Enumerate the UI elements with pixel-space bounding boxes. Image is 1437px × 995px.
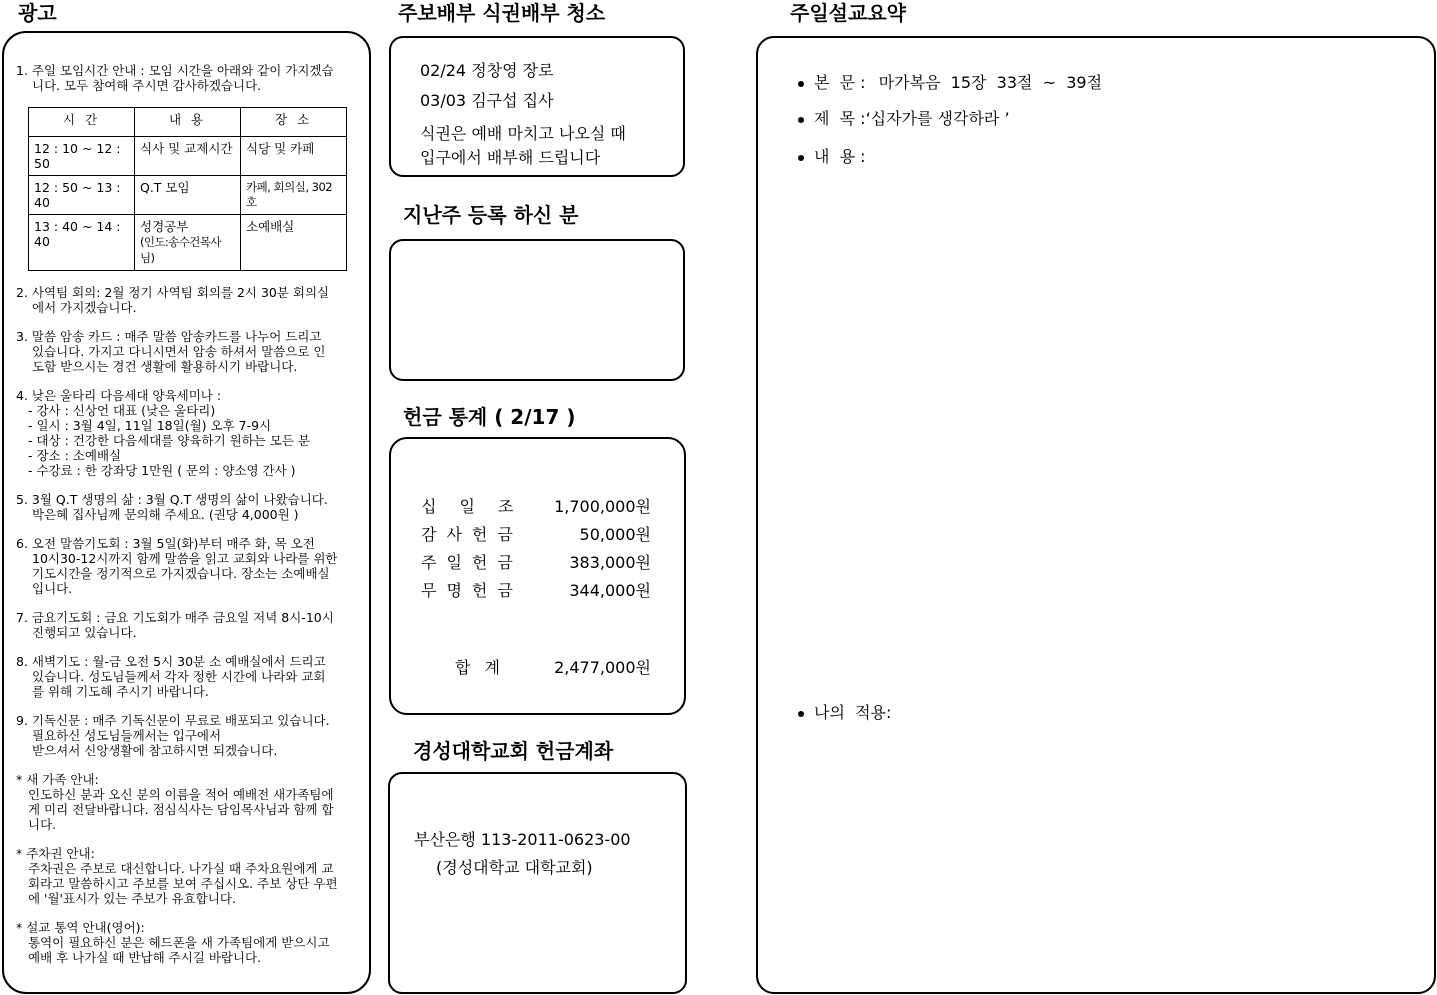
offering-value: 344,000원: [569, 581, 651, 600]
ad-text: 받으셔서 신앙생활에 참고하시면 되겠습니다.: [32, 743, 278, 758]
account-holder: (경성대학교 대학교회): [436, 858, 593, 877]
offering-value: 383,000원: [569, 553, 651, 572]
note-text: 입구에서 배부해 드립니다: [420, 148, 601, 167]
meal-ticket-note: [420, 122, 626, 170]
distribution-heading: 주보배부 식권배부 청소: [398, 1, 606, 25]
sermon-content-row: [798, 144, 866, 167]
ad-text: 2. 사역팀 회의: 2월 정기 사역팀 회의를 2시 30분 회의실: [16, 285, 330, 300]
registration-heading: 지난주 등록 하신 분: [403, 203, 579, 227]
sermon-title-value: ‘십자가를 생각하라 ’: [865, 109, 1010, 128]
schedule-table: [28, 107, 347, 271]
ad-text: 10시30-12시까지 함께 말씀을 읽고 교회와 나라를 위한: [32, 551, 338, 566]
schedule-time: 12 : 10 ~ 12 : 50: [29, 137, 135, 176]
ads-content: [16, 63, 362, 979]
sermon-panel: [756, 36, 1436, 994]
offering-label: 감사헌금: [421, 525, 523, 544]
schedule-content: [135, 215, 241, 271]
ad-text: 1. 주일 모임시간 안내 : 모임 시간을 아래와 같이 가지겠습: [16, 63, 334, 78]
ad-text: 도함 받으시는 경건 생활에 활용하시기 바랍니다.: [32, 359, 298, 374]
ad-text: 통역이 필요하신 분은 헤드폰을 새 가족팀에게 받으시고: [28, 935, 330, 950]
ad-text: 3. 말씀 암송 카드 : 매주 말씀 암송카드를 나누어 드리고: [16, 329, 322, 344]
ad-item-6: [16, 536, 362, 596]
ad-text: 게 미리 전달바랍니다. 점심식사는 담임목사님과 함께 합: [28, 802, 334, 817]
schedule-place: 카페, 회의실, 302호: [241, 176, 347, 215]
ad-text: 에서 가지겠습니다.: [32, 300, 137, 315]
bullet-icon: [798, 81, 804, 87]
account-heading: 경성대학교회 헌금계좌: [413, 739, 614, 763]
note-interpretation: [16, 920, 362, 965]
offering-total-label: 합계: [455, 658, 514, 677]
note-text: 식권은 예배 마치고 나오실 때: [420, 124, 626, 143]
ad-item-7: [16, 610, 362, 640]
schedule-time: 12 : 50 ~ 13 : 40: [29, 176, 135, 215]
ad-text: 기도시간을 정기적으로 가지겠습니다. 장소는 소예배실: [32, 566, 330, 581]
account-panel: [388, 772, 687, 994]
sermon-text-label: 본 문 :: [814, 73, 866, 92]
ad-text: 를 위해 기도해 주시기 바랍니다.: [32, 684, 209, 699]
offering-label: 십일조: [421, 497, 537, 516]
bullet-icon: [798, 117, 804, 123]
distribution-line: 02/24 정창영 장로: [420, 61, 554, 80]
schedule-content-sub: (인도:송수건목사님): [140, 235, 221, 265]
ad-item-2: [16, 285, 362, 315]
ad-text: 입니다.: [32, 581, 73, 596]
ad-text: 박은혜 집사님께 문의해 주세요. (권당 4,000원 ): [32, 507, 299, 522]
sermon-heading: 주일설교요약: [790, 1, 906, 25]
ad-item-1: [16, 63, 362, 93]
schedule-header: 시 간: [29, 108, 135, 137]
ad-text: 4. 낮은 울타리 다음세대 양육세미나 :: [16, 388, 222, 403]
distribution-line: 03/03 김구섭 집사: [420, 91, 554, 110]
ad-text: 6. 오전 말씀기도회 : 3월 5일(화)부터 매주 화, 목 오전: [16, 536, 315, 551]
ad-text: 7. 금요기도회 : 금요 기도회가 매주 금요일 저녁 8시-10시: [16, 610, 334, 625]
offering-value: 1,700,000원: [554, 497, 651, 516]
table-row: [29, 215, 347, 271]
note-title: * 새 가족 안내:: [16, 772, 99, 787]
distribution-content: [420, 56, 626, 170]
offering-label: 주일헌금: [421, 553, 523, 572]
ad-text: 주차권은 주보로 대신합니다. 나가실 때 주차요원에게 교: [28, 861, 334, 876]
sermon-text-value: 마가복음 15장 33절 ~ 39절: [878, 73, 1103, 92]
offering-total-value: 2,477,000원: [554, 658, 651, 677]
ad-text: 진행되고 있습니다.: [32, 625, 137, 640]
ad-text: 5. 3월 Q.T 생명의 삶 : 3월 Q.T 생명의 삶이 나왔습니다.: [16, 492, 328, 507]
ad-item-8: [16, 654, 362, 699]
ad-text: 있습니다. 가지고 다니시면서 암송 하셔서 말씀으로 인: [32, 344, 326, 359]
ad-text: - 수강료 : 한 강좌당 1만원 ( 문의 : 양소영 간사 ): [28, 463, 296, 478]
note-parking: [16, 846, 362, 906]
ad-text: 니다. 모두 참여해 주시면 감사하겠습니다.: [32, 78, 262, 93]
schedule-header: 내 용: [135, 108, 241, 137]
sermon-content-label: 내 용 :: [814, 147, 866, 166]
ad-text: 니다.: [28, 817, 57, 832]
bullet-icon: [798, 711, 804, 717]
ad-text: - 강사 : 신상언 대표 (낮은 울타리): [28, 403, 216, 418]
schedule-header-row: [29, 108, 347, 137]
schedule-content-main: 성경공부: [140, 219, 189, 234]
schedule-place: 식당 및 카페: [241, 137, 347, 176]
schedule-place: 소예배실: [241, 215, 347, 271]
sermon-title-label: 제 목 :: [814, 109, 866, 128]
account-number: 부산은행 113-2011-0623-00: [414, 830, 631, 849]
ad-text: - 대상 : 건강한 다음세대를 양육하기 원하는 모든 분: [28, 433, 311, 448]
table-row: [29, 137, 347, 176]
ad-item-9: [16, 713, 362, 758]
offering-heading: 헌금 통계 ( 2/17 ): [403, 405, 576, 429]
account-content: [414, 826, 631, 882]
ads-heading: 광고: [18, 1, 57, 25]
sermon-application-row: [798, 700, 891, 723]
ad-text: 필요하신 성도님들께서는 입구에서: [32, 728, 222, 743]
ad-text: 있습니다. 성도님들께서 각자 정한 시간에 나라와 교회: [32, 669, 326, 684]
distribution-panel: [389, 36, 685, 177]
ad-text: - 장소 : 소예배실: [28, 448, 122, 463]
schedule-content: 식사 및 교제시간: [135, 137, 241, 176]
ad-item-4: [16, 388, 362, 478]
offering-value: 50,000원: [579, 525, 651, 544]
schedule-header: 장 소: [241, 108, 347, 137]
ad-text: 9. 기독신문 : 매주 기독신문이 무료로 배포되고 있습니다.: [16, 713, 330, 728]
ad-text: 8. 새벽기도 : 월-금 오전 5시 30분 소 예배실에서 드리고: [16, 654, 326, 669]
schedule-content: Q.T 모임: [135, 176, 241, 215]
ad-text: 에 '월'표시가 있는 주보가 유효합니다.: [28, 891, 236, 906]
note-new-family: [16, 772, 362, 832]
ad-text: 예배 후 나가실 때 반납해 주시길 바랍니다.: [28, 950, 262, 965]
ad-text: 회라고 말씀하시고 주보를 보여 주십시오. 주보 상단 우편: [28, 876, 338, 891]
sermon-title-row: [798, 106, 1010, 129]
offering-label: 무명헌금: [421, 581, 523, 600]
offering-panel: [389, 437, 686, 715]
schedule-time: 13 : 40 ~ 14 : 40: [29, 215, 135, 271]
bullet-icon: [798, 155, 804, 161]
sermon-application-label: 나의 적용:: [814, 703, 892, 722]
ad-text: 인도하신 분과 오신 분의 이름을 적어 예배전 새가족팀에: [28, 787, 334, 802]
table-row: [29, 176, 347, 215]
note-title: * 설교 통역 안내(영어):: [16, 920, 145, 935]
ad-item-3: [16, 329, 362, 374]
ad-item-5: [16, 492, 362, 522]
registration-panel: [389, 239, 685, 381]
ads-panel: [2, 31, 371, 994]
sermon-text-row: [798, 70, 1102, 93]
ad-text: - 일시 : 3월 4일, 11일 18일(월) 오후 7-9시: [28, 418, 272, 433]
note-title: * 주차권 안내:: [16, 846, 95, 861]
